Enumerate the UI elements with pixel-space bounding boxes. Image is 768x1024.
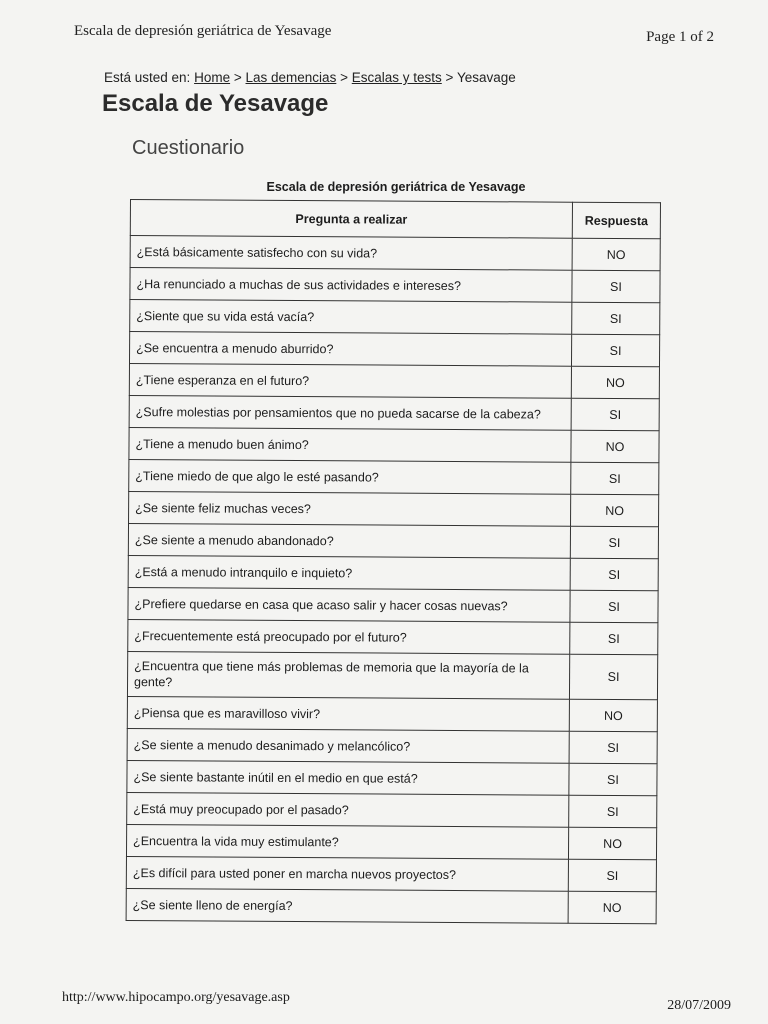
- question-cell: ¿Sufre molestias por pensamientos que no pueda sacarse de la cabeza?: [129, 395, 571, 430]
- table-row: [129, 491, 659, 526]
- table-row: [130, 236, 660, 271]
- question-cell: ¿Tiene a menudo buen ánimo?: [129, 427, 571, 462]
- breadcrumb-scales-link[interactable]: Escalas y tests: [351, 70, 442, 85]
- breadcrumb-separator: >: [445, 70, 454, 85]
- table-row: [127, 651, 657, 699]
- table-row: [130, 300, 660, 335]
- table-row: [128, 555, 658, 590]
- answer-cell: SI: [569, 654, 657, 700]
- question-cell: ¿Piensa que es maravilloso vivir?: [127, 696, 569, 731]
- table-row: [127, 760, 657, 795]
- question-cell: ¿Se siente a menudo desanimado y melancólico?: [127, 728, 569, 763]
- answer-cell: SI: [572, 270, 660, 303]
- breadcrumb-separator: >: [340, 70, 348, 85]
- question-cell: ¿Está muy preocupado por el pasado?: [127, 792, 569, 827]
- table-row: [127, 728, 657, 763]
- breadcrumb: [104, 70, 516, 85]
- table-row: [128, 619, 658, 654]
- table-header-row: [130, 200, 660, 239]
- section-subtitle: Cuestionario: [132, 137, 245, 159]
- table-row: [128, 587, 658, 622]
- breadcrumb-prefix: Está usted en:: [104, 70, 191, 85]
- column-header-question: Pregunta a realizar: [130, 200, 572, 239]
- question-cell: ¿Siente que su vida está vacía?: [130, 300, 572, 335]
- table-caption: Escala de depresión geriátrica de Yesavage: [266, 180, 526, 194]
- answer-cell: NO: [572, 238, 660, 271]
- answer-cell: SI: [570, 622, 658, 655]
- answer-cell: NO: [571, 366, 659, 399]
- question-cell: ¿Prefiere quedarse en casa que acaso salir y hacer cosas nuevas?: [128, 587, 570, 622]
- breadcrumb-home-link[interactable]: Home: [194, 70, 231, 85]
- document-title: Escala de depresión geriátrica de Yesavage: [74, 23, 332, 39]
- answer-cell: SI: [571, 334, 659, 367]
- question-cell: ¿Frecuentemente está preocupado por el futuro?: [128, 619, 570, 654]
- print-date: 28/07/2009: [667, 998, 731, 1013]
- table-row: [126, 824, 656, 859]
- question-cell: ¿Se siente lleno de energía?: [126, 888, 568, 923]
- answer-cell: SI: [570, 526, 658, 559]
- answer-cell: SI: [570, 590, 658, 623]
- table-row: [129, 459, 659, 494]
- answer-cell: SI: [569, 763, 657, 796]
- question-cell: ¿Tiene esperanza en el futuro?: [129, 364, 571, 399]
- table-row: [130, 268, 660, 303]
- table-row: [127, 792, 657, 827]
- answer-cell: NO: [571, 430, 659, 463]
- answer-cell: SI: [571, 462, 659, 495]
- answer-cell: SI: [570, 558, 658, 591]
- answer-cell: SI: [568, 859, 656, 892]
- table-row: [128, 523, 658, 558]
- breadcrumb-dementias-link[interactable]: Las demencias: [245, 70, 337, 85]
- table-row: [127, 696, 657, 731]
- table-row: [126, 856, 656, 891]
- page-title: Escala de Yesavage: [102, 90, 329, 117]
- answer-cell: SI: [569, 731, 657, 764]
- question-cell: ¿Es difícil para usted poner en marcha nuevos proyectos?: [126, 856, 568, 891]
- answer-cell: NO: [568, 891, 656, 924]
- answer-cell: NO: [571, 494, 659, 527]
- table-row: [129, 427, 659, 462]
- question-cell: ¿Ha renunciado a muchas de sus actividades e intereses?: [130, 268, 572, 303]
- question-cell: ¿Se siente bastante inútil en el medio en que está?: [127, 760, 569, 795]
- question-cell: ¿Encuentra que tiene más problemas de memoria que la mayoría de la gente?: [127, 651, 569, 699]
- table-row: [129, 332, 659, 367]
- table-row: [129, 395, 659, 430]
- breadcrumb-current: Yesavage: [456, 70, 516, 85]
- table-row: [126, 888, 656, 923]
- page-number: Page 1 of 2: [646, 29, 714, 45]
- table-row: [129, 364, 659, 399]
- answer-cell: NO: [568, 827, 656, 860]
- question-cell: ¿Tiene miedo de que algo le esté pasando?: [129, 459, 571, 494]
- question-cell: ¿Está a menudo intranquilo e inquieto?: [128, 555, 570, 590]
- answer-cell: SI: [571, 398, 659, 431]
- questionnaire-table: [126, 199, 661, 924]
- question-cell: ¿Está básicamente satisfecho con su vida?: [130, 236, 572, 271]
- breadcrumb-separator: >: [233, 70, 242, 85]
- question-cell: ¿Se siente feliz muchas veces?: [129, 491, 571, 526]
- question-cell: ¿Se encuentra a menudo aburrido?: [129, 332, 571, 367]
- source-url: http://www.hipocampo.org/yesavage.asp: [62, 990, 290, 1005]
- question-cell: ¿Se siente a menudo abandonado?: [128, 523, 570, 558]
- answer-cell: NO: [569, 699, 657, 732]
- answer-cell: SI: [572, 302, 660, 335]
- answer-cell: SI: [569, 795, 657, 828]
- question-cell: ¿Encuentra la vida muy estimulante?: [126, 824, 568, 859]
- column-header-answer: Respuesta: [572, 202, 660, 239]
